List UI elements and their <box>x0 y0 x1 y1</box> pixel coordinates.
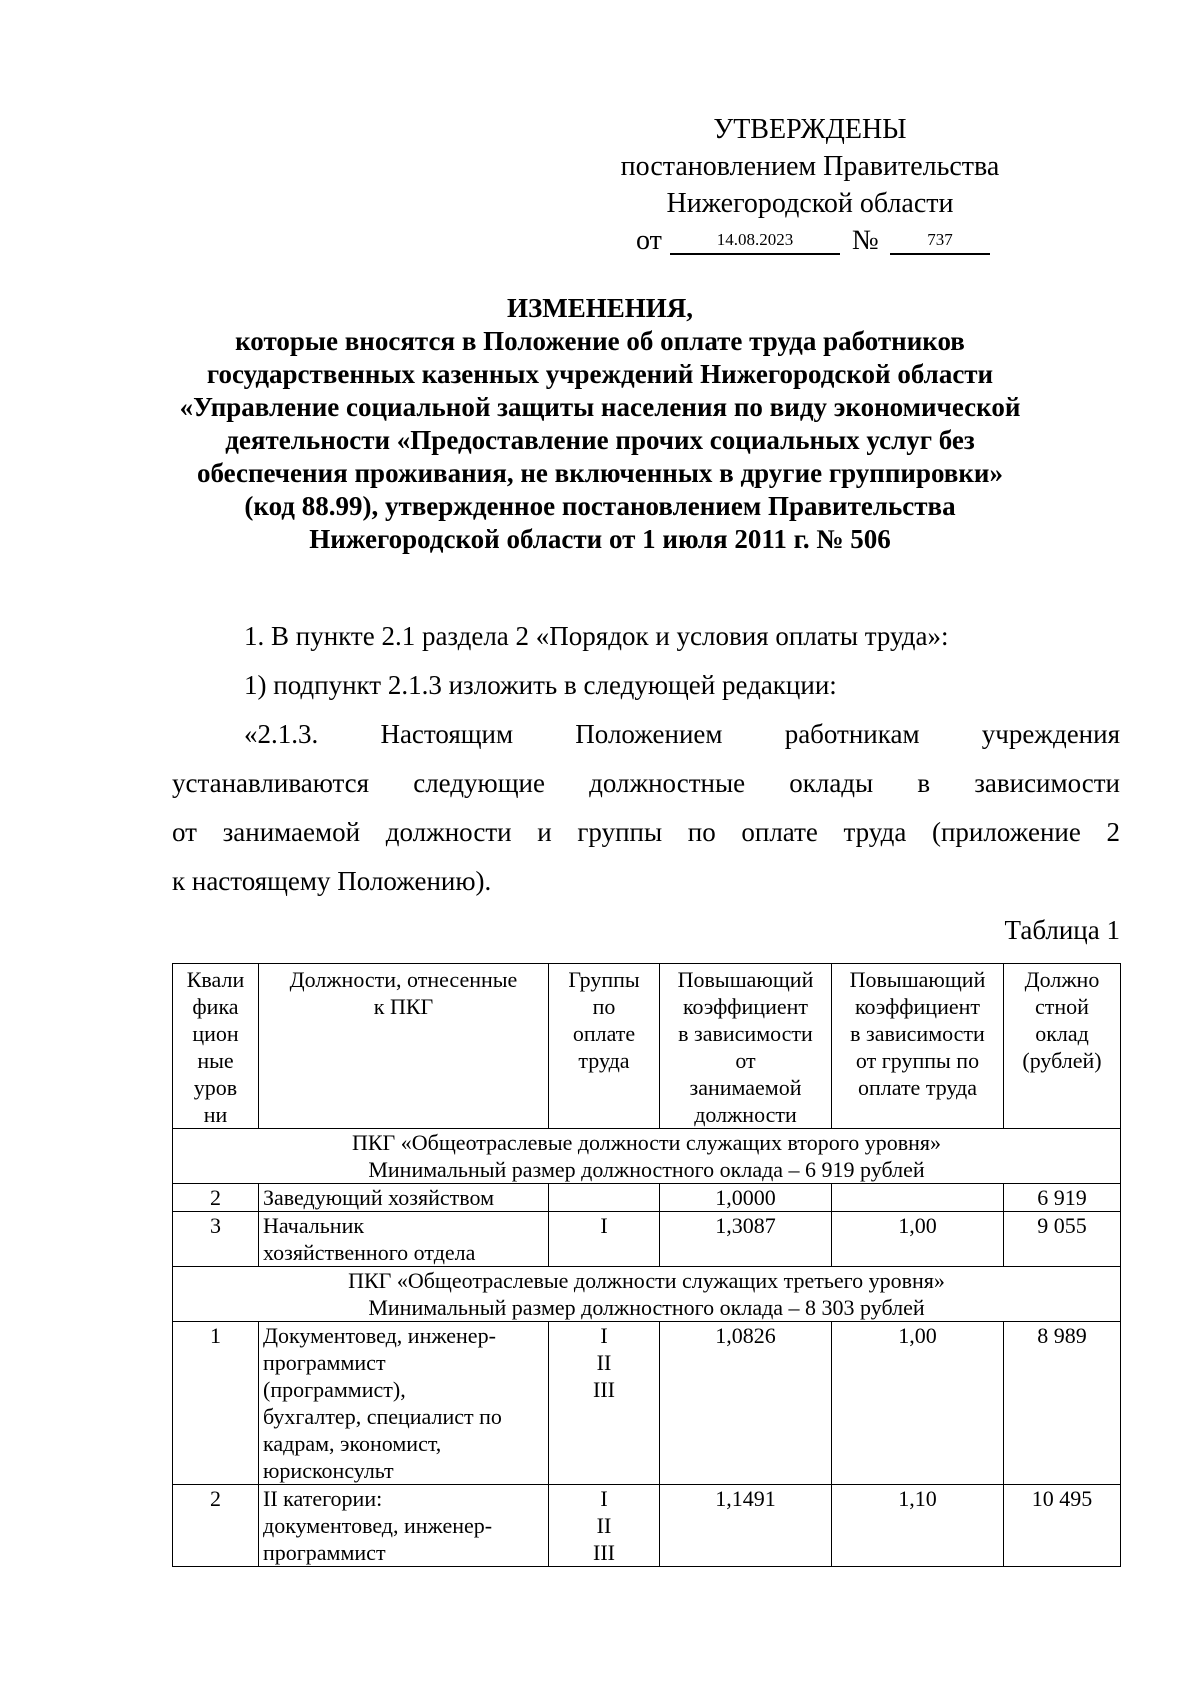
date-prefix: от <box>636 224 662 256</box>
document-heading <box>150 292 1050 556</box>
cell-coef-group: 1,00 <box>832 1212 1004 1267</box>
table-row <box>173 1485 1121 1567</box>
approval-title: УТВЕРЖДЕНЫ <box>713 114 907 145</box>
approval-date-line <box>600 223 1020 261</box>
header-pay-groups: Группы по оплате труда <box>549 964 660 1129</box>
paragraph-3-line: «2.1.3. Настоящим Положением работникам учреждения <box>244 719 1120 749</box>
group-title-cell: ПКГ «Общеотраслевые должности служащих третьего уровня» Минимальный размер должностного оклада – 8 303 рублей <box>173 1267 1121 1322</box>
cell-level: 2 <box>173 1184 259 1212</box>
cell-level: 3 <box>173 1212 259 1267</box>
paragraph-3-line: устанавливаются следующие должностные оклады в зависимости <box>172 768 1120 798</box>
table-row <box>173 1322 1121 1485</box>
cell-coef-position: 1,0000 <box>660 1184 832 1212</box>
paragraph-2: 1) подпункт 2.1.3 изложить в следующей редакции: <box>244 670 837 700</box>
table-row <box>173 1184 1121 1212</box>
cell-salary: 10 495 <box>1004 1485 1121 1567</box>
paragraph-1: 1. В пункте 2.1 раздела 2 «Порядок и условия оплаты труда»: <box>244 621 949 651</box>
cell-level: 1 <box>173 1322 259 1485</box>
approval-line-1: постановлением Правительства <box>620 150 1000 182</box>
approval-block <box>600 112 1020 261</box>
cell-coef-position: 1,3087 <box>660 1212 832 1267</box>
heading-line: обеспечения проживания, не включенных в другие группировки» <box>197 458 1003 488</box>
cell-salary: 8 989 <box>1004 1322 1121 1485</box>
header-position-coefficient: Повышающий коэффициент в зависимости от занимаемой должности <box>660 964 832 1129</box>
approval-line-2: Нижегородской области <box>666 187 954 219</box>
table-group-row <box>173 1129 1121 1184</box>
heading-line: Нижегородской области от 1 июля 2011 г. № 506 <box>309 524 891 554</box>
paragraph-3-line: от занимаемой должности и группы по оплате труда (приложение 2 <box>172 817 1120 847</box>
table-group-row <box>173 1267 1121 1322</box>
header-salary: Должно стной оклад (рублей) <box>1004 964 1121 1129</box>
cell-salary: 9 055 <box>1004 1212 1121 1267</box>
header-group-coefficient: Повышающий коэффициент в зависимости от группы по оплате труда <box>832 964 1004 1129</box>
cell-coef-group: 1,10 <box>832 1485 1004 1567</box>
cell-coef-group: 1,00 <box>832 1322 1004 1485</box>
heading-line: государственных казенных учреждений Нижегородской области <box>206 359 994 389</box>
heading-line: «Управление социальной защиты населения по виду экономической <box>179 392 1021 422</box>
cell-position: Заведующий хозяйством <box>259 1184 549 1212</box>
cell-position: Начальник хозяйственного отдела <box>259 1212 549 1267</box>
header-positions: Должности, отнесенные к ПКГ <box>259 964 549 1129</box>
cell-coef-position: 1,0826 <box>660 1322 832 1485</box>
salary-table <box>172 963 1121 1567</box>
table-header-row <box>173 964 1121 1129</box>
cell-salary: 6 919 <box>1004 1184 1121 1212</box>
heading-line: деятельности «Предоставление прочих социальных услуг без <box>225 425 975 455</box>
cell-groups: I II III <box>549 1485 660 1567</box>
cell-coef-group <box>832 1184 1004 1212</box>
cell-groups: I <box>549 1212 660 1267</box>
heading-line: (код 88.99), утвержденное постановлением Правительства <box>244 491 956 521</box>
cell-coef-position: 1,1491 <box>660 1485 832 1567</box>
approval-date: 14.08.2023 <box>670 227 840 255</box>
cell-position: II категории: документовед, инженер- программист <box>259 1485 549 1567</box>
table-row <box>173 1212 1121 1267</box>
header-qualification-level: Квали фика цион ные уров ни <box>173 964 259 1129</box>
cell-groups: I II III <box>549 1322 660 1485</box>
heading-title: ИЗМЕНЕНИЯ, <box>506 293 693 323</box>
table-caption: Таблица 1 <box>1004 915 1120 945</box>
cell-groups <box>549 1184 660 1212</box>
cell-position: Документовед, инженер- программист (программист), бухгалтер, специалист по кадрам, экономист, юрисконсульт <box>259 1322 549 1485</box>
paragraph-3-line: к настоящему Положению). <box>172 866 492 896</box>
number-sign: № <box>852 224 879 256</box>
heading-line: которые вносятся в Положение об оплате труда работников <box>235 326 965 356</box>
approval-number: 737 <box>890 227 990 255</box>
group-title-cell: ПКГ «Общеотраслевые должности служащих второго уровня» Минимальный размер должностного оклада – 6 919 рублей <box>173 1129 1121 1184</box>
cell-level: 2 <box>173 1485 259 1567</box>
